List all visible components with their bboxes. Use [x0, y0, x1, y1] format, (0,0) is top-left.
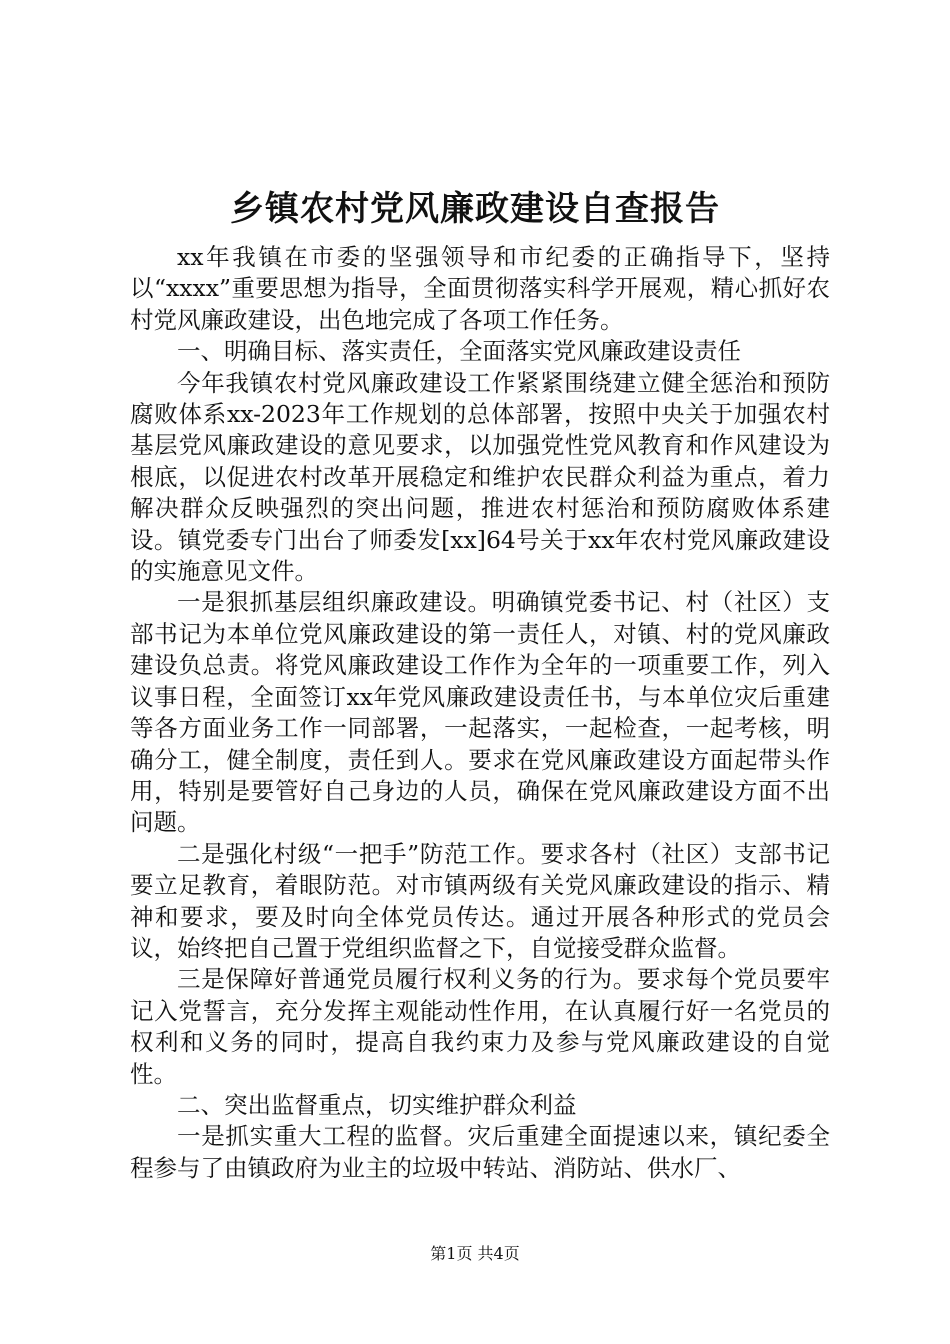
paragraph-section-2-point-1: 一是抓实重大工程的监督。灾后重建全面提速以来，镇纪委全程参与了由镇政府为业主的垃圾中转站、消防站、供水厂、 [130, 1122, 830, 1182]
paragraph-section-1-overview: 今年我镇农村党风廉政建设工作紧紧围绕建立健全惩治和预防腐败体系xx-2023年工作规划的总体部署，按照中央关于加强农村基层党风廉政建设的意见要求，以加强党性党风教育和作风建设为根底，以促进农村改革开展稳定和维护农民群众利益为重点，着力解决群众反映强烈的突出问题，推进农村惩治和预防腐败体系建设。镇党委专门出台了师委发[xx]64号关于xx年农村党风廉政建设的实施意见文件。 [130, 368, 830, 586]
heading-section-1: 一、明确目标、落实责任，全面落实党风廉政建设责任 [177, 337, 741, 366]
heading-section-2: 二、突出监督重点，切实维护群众利益 [177, 1090, 577, 1119]
paragraph-intro: xx年我镇在市委的坚强领导和市纪委的正确指导下，坚持以“xxxx”重要思想为指导，全面贯彻落实科学开展观，精心抓好农村党风廉政建设，出色地完成了各项工作任务。 [130, 243, 830, 334]
document-body [130, 242, 830, 1184]
document-title: 乡镇农村党风廉政建设自查报告 [230, 189, 720, 229]
paragraph-point-3: 三是保障好普通党员履行权利义务的行为。要求每个党员要牢记入党誓言，充分发挥主观能动性作用，在认真履行好一名党员的权利和义务的同时，提高自我约束力及参与党风廉政建设的自觉性。 [130, 965, 830, 1088]
paragraph-point-1: 一是狠抓基层组织廉政建设。明确镇党委书记、村（社区）支部书记为本单位党风廉政建设的第一责任人，对镇、村的党风廉政建设负总责。将党风廉政建设工作作为全年的一项重要工作，列入议事日程，全面签订xx年党风廉政建设责任书，与本单位灾后重建等各方面业务工作一同部署，一起落实，一起检查，一起考核，明确分工，健全制度，责任到人。要求在党风廉政建设方面起带头作用，特别是要管好自己身边的人员，确保在党风廉政建设方面不出问题。 [130, 588, 830, 837]
page-footer: 第1页 共4页 [430, 1244, 520, 1263]
paragraph-point-2: 二是强化村级“一把手”防范工作。要求各村（社区）支部书记要立足教育，着眼防范。对市镇两级有关党风廉政建设的指示、精神和要求，要及时向全体党员传达。通过开展各种形式的党员会议，始终把自己置于党组织监督之下，自觉接受群众监督。 [130, 839, 830, 962]
